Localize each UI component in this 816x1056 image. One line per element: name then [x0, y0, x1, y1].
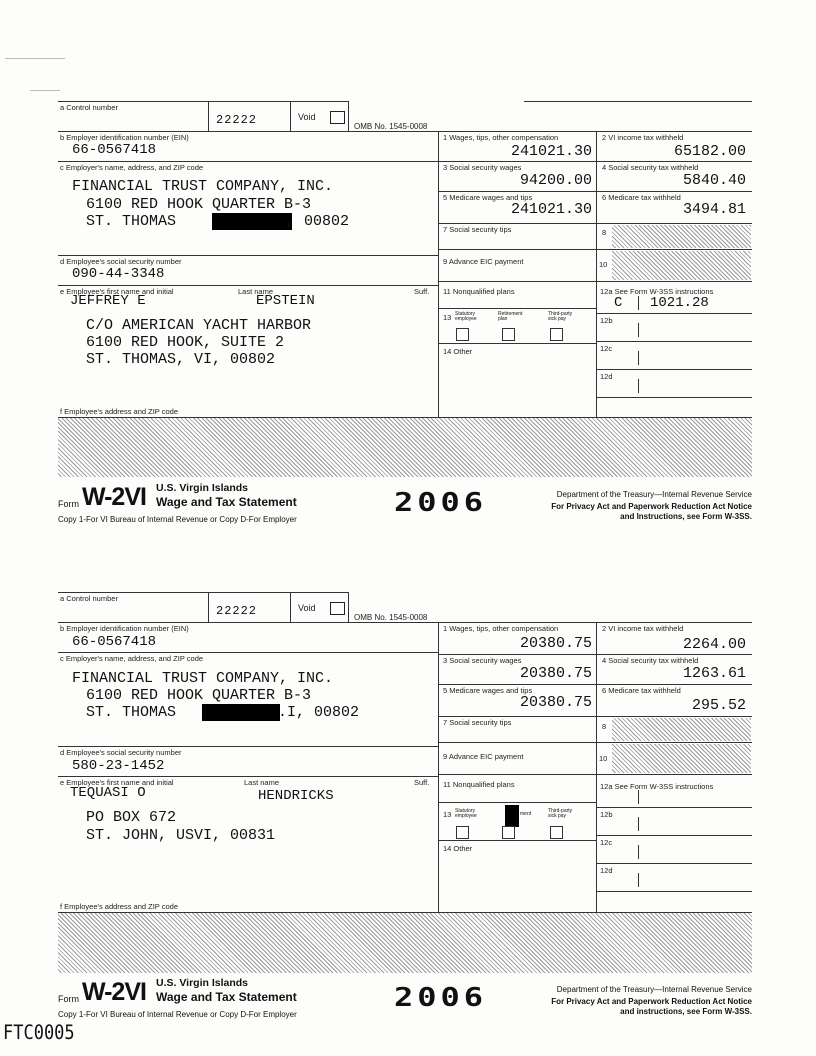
box10-label: 10	[599, 754, 608, 763]
box9-label: 9 Advance EIC payment	[443, 752, 524, 761]
box3-value: 20380.75	[519, 665, 592, 682]
box6-label: 6 Medicare tax withheld	[602, 686, 681, 695]
box9-label: 9 Advance EIC payment	[443, 257, 524, 266]
employer-city: ST. THOMAS	[86, 704, 177, 721]
employee-address-label: f Employee's address and ZIP code	[60, 902, 179, 911]
box11-label: 11 Nonqualified plans	[443, 287, 515, 296]
ein-label: b Employer identification number (EIN)	[60, 624, 189, 633]
box12a-code: C	[614, 295, 623, 311]
shaded-band	[58, 913, 752, 973]
box5-value: 20380.75	[519, 694, 592, 711]
void-checkbox[interactable]	[330, 602, 345, 615]
box14-label: 14 Other	[443, 844, 473, 853]
box8-label: 8	[602, 228, 607, 237]
box3-value: 94200.00	[519, 172, 592, 189]
void-label: Void	[298, 603, 316, 613]
privacy-line-2: and Instructions, see Form W-3SS.	[620, 512, 752, 521]
box13-retirement-label: Retirement plan	[498, 311, 523, 322]
employee-address-line: C/O AMERICAN YACHT HARBOR	[86, 317, 312, 334]
employer-name: FINANCIAL TRUST COMPANY, INC.	[72, 178, 334, 195]
form-title-1: U.S. Virgin Islands	[156, 977, 248, 989]
omb-number: OMB No. 1545-0008	[354, 122, 428, 131]
box4-value: 5840.40	[682, 172, 746, 189]
box3-label: 3 Social security wages	[443, 163, 522, 172]
omb-number: OMB No. 1545-0008	[354, 613, 428, 622]
shaded-area	[612, 251, 751, 280]
employee-name-label: e Employee's first name and initial	[60, 287, 174, 296]
employer-label: c Employer's name, address, and ZIP code	[60, 654, 204, 663]
form-word: Form	[58, 994, 79, 1004]
form-name: W-2VI	[82, 483, 146, 511]
box6-value: 3494.81	[682, 201, 746, 218]
form-name: W-2VI	[82, 978, 146, 1006]
employee-address-line: ST. JOHN, USVI, 00831	[86, 827, 276, 844]
statutory-employee-checkbox[interactable]	[456, 826, 469, 839]
last-name-label: Last name	[244, 778, 280, 787]
box1-value: 20380.75	[519, 635, 592, 652]
shaded-band	[58, 418, 752, 477]
dept-line: Department of the Treasury—Internal Revenue Service	[556, 985, 752, 994]
bates-number: FTC0005	[3, 1021, 75, 1045]
shaded-area	[612, 225, 751, 248]
box7-label: 7 Social security tips	[443, 718, 512, 727]
employee-first-name: JEFFREY E	[70, 293, 146, 309]
ssn-value: 580-23-1452	[72, 758, 165, 774]
tax-year: 2006	[394, 486, 488, 518]
form-code: 22222	[216, 604, 258, 618]
box2-value: 65182.00	[673, 143, 746, 160]
shaded-area	[612, 718, 751, 741]
box1-label: 1 Wages, tips, other compensation	[443, 133, 559, 142]
ssn-label: d Employee's social security number	[60, 748, 182, 757]
box13-sickpay-label: Third-party sick pay	[548, 311, 573, 322]
box12a-amount: 1021.28	[650, 295, 709, 311]
suffix-label: Suff.	[414, 287, 430, 296]
employer-city-tail: , 00802	[286, 213, 350, 230]
box12b-label: 12b	[600, 810, 613, 819]
box2-value: 2264.00	[682, 636, 746, 653]
box14-label: 14 Other	[443, 347, 473, 356]
box13-label: 13	[443, 313, 452, 322]
box4-label: 4 Social security tax withheld	[602, 656, 699, 665]
retirement-plan-checkbox[interactable]	[502, 328, 515, 341]
void-checkbox[interactable]	[330, 111, 345, 124]
third-party-sick-pay-checkbox[interactable]	[550, 328, 563, 341]
box4-label: 4 Social security tax withheld	[602, 163, 699, 172]
box6-label: 6 Medicare tax withheld	[602, 193, 681, 202]
dept-line: Department of the Treasury—Internal Revenue Service	[556, 490, 752, 499]
employer-city: ST. THOMAS	[86, 213, 177, 230]
employer-street: 6100 RED HOOK QUARTER B-3	[86, 687, 312, 704]
employee-address-line: ST. THOMAS, VI, 00802	[86, 351, 276, 368]
box13-retirement-label: ment	[520, 811, 532, 817]
form-title-1: U.S. Virgin Islands	[156, 482, 248, 494]
form-title-2: Wage and Tax Statement	[156, 990, 297, 1004]
employer-name: FINANCIAL TRUST COMPANY, INC.	[72, 670, 334, 687]
box8-label: 8	[602, 722, 607, 731]
box12b-label: 12b	[600, 316, 613, 325]
employee-address-line: PO BOX 672	[86, 809, 177, 826]
box5-label: 5 Medicare wages and tips	[443, 193, 533, 202]
privacy-line-1: For Privacy Act and Paperwork Reduction Act Notice	[551, 502, 752, 511]
form-word: Form	[58, 499, 79, 509]
ein-value: 66-0567418	[72, 142, 157, 158]
box12d-label: 12d	[600, 866, 613, 875]
employee-last-name: EPSTEIN	[256, 293, 315, 309]
employee-last-name: HENDRICKS	[258, 788, 334, 804]
control-number-label: a Control number	[60, 103, 118, 112]
box5-label: 5 Medicare wages and tips	[443, 686, 533, 695]
box11-label: 11 Nonqualified plans	[443, 780, 515, 789]
scan-smudge	[5, 58, 65, 59]
box12c-label: 12c	[600, 838, 613, 847]
retirement-plan-checkbox[interactable]	[502, 826, 515, 839]
form-code: 22222	[216, 113, 258, 127]
tax-year: 2006	[394, 981, 488, 1013]
employer-label: c Employer's name, address, and ZIP code	[60, 163, 204, 172]
box5-value: 241021.30	[510, 201, 592, 218]
box7-label: 7 Social security tips	[443, 225, 512, 234]
box3-label: 3 Social security wages	[443, 656, 522, 665]
employee-address-label: f Employee's address and ZIP code	[60, 407, 179, 416]
employee-address-line: 6100 RED HOOK, SUITE 2	[86, 334, 285, 351]
box12a-label: 12a See Form W-3SS instructions	[600, 287, 714, 296]
employer-city-tail: .I, 00802	[278, 704, 360, 721]
control-number-label: a Control number	[60, 594, 118, 603]
box12d-label: 12d	[600, 372, 613, 381]
box13-statutory-label: Statutory employee	[455, 311, 477, 322]
box1-label: 1 Wages, tips, other compensation	[443, 624, 559, 633]
copy-line: Copy 1-For VI Bureau of Internal Revenue or Copy D-For Employer	[58, 515, 297, 524]
box6-value: 295.52	[691, 697, 746, 714]
box12a-label: 12a See Form W-3SS instructions	[600, 782, 714, 791]
copy-line: Copy 1-For VI Bureau of Internal Revenue or Copy D-For Employer	[58, 1010, 297, 1019]
employee-first-name: TEQUASI O	[70, 785, 146, 801]
void-label: Void	[298, 112, 316, 122]
box2-label: 2 VI income tax withheld	[602, 624, 684, 633]
box1-value: 241021.30	[510, 143, 592, 160]
privacy-line-2: and instructions, see Form W-3SS.	[620, 1007, 752, 1016]
box2-label: 2 VI income tax withheld	[602, 133, 684, 142]
third-party-sick-pay-checkbox[interactable]	[550, 826, 563, 839]
box4-value: 1263.61	[682, 665, 746, 682]
shaded-area	[612, 744, 751, 773]
redaction-block	[202, 704, 280, 721]
statutory-employee-checkbox[interactable]	[456, 328, 469, 341]
ssn-value: 090-44-3348	[72, 266, 165, 282]
form-title-2: Wage and Tax Statement	[156, 495, 297, 509]
employer-street: 6100 RED HOOK QUARTER B-3	[86, 196, 312, 213]
privacy-line-1: For Privacy Act and Paperwork Reduction Act Notice	[551, 997, 752, 1006]
employee-name-label: e Employee's first name and initial	[60, 778, 174, 787]
box13-sickpay-label: Third-party sick pay	[548, 808, 573, 819]
box13-statutory-label: Statutory employee	[455, 808, 477, 819]
suffix-label: Suff.	[414, 778, 430, 787]
scan-smudge	[30, 90, 60, 91]
box12c-label: 12c	[600, 344, 613, 353]
ssn-label: d Employee's social security number	[60, 257, 182, 266]
last-name-label: Last name	[238, 287, 274, 296]
redaction-block	[212, 213, 292, 230]
box10-label: 10	[599, 260, 608, 269]
ein-label: b Employer identification number (EIN)	[60, 133, 189, 142]
redaction-block	[505, 805, 519, 827]
box13-label: 13	[443, 810, 452, 819]
ein-value: 66-0567418	[72, 634, 157, 650]
